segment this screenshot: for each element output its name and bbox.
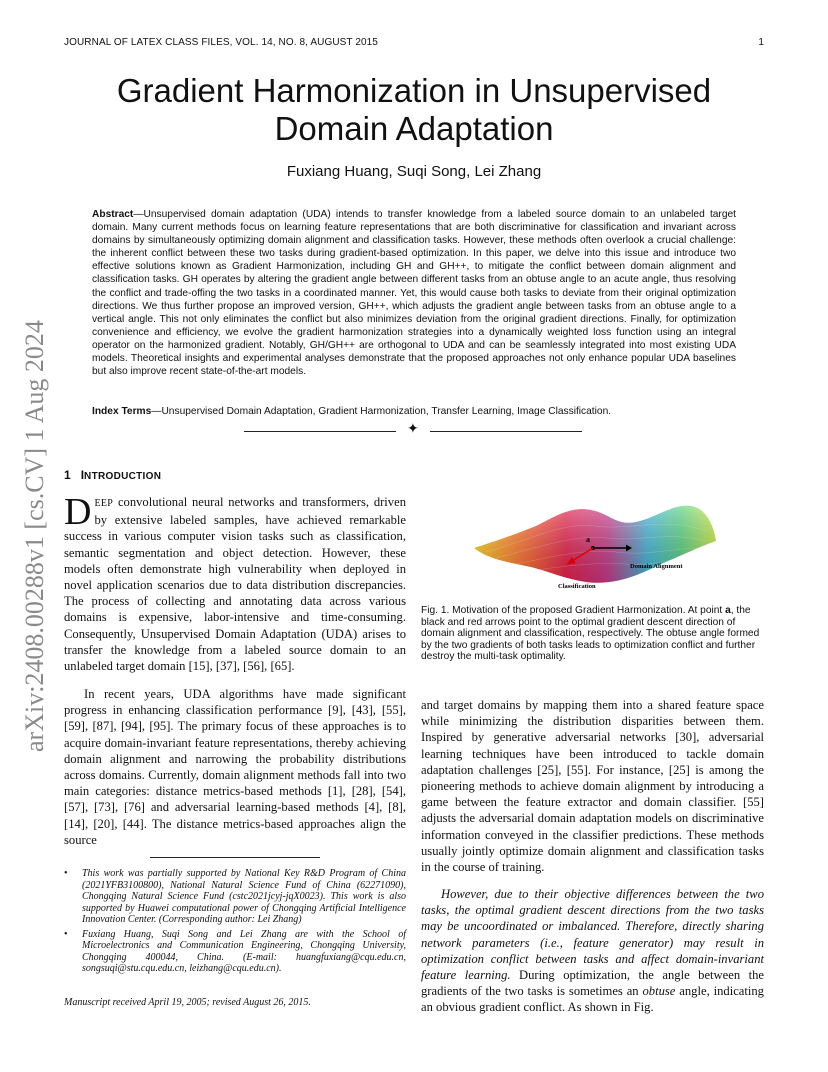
index-terms-text: —Unsupervised Domain Adaptation, Gradient Harmonization, Transfer Learning, Image Classification. bbox=[151, 406, 612, 417]
section-separator bbox=[244, 422, 584, 439]
index-terms bbox=[92, 405, 736, 418]
intro-paragraph-1 bbox=[64, 491, 406, 674]
manuscript-note: Manuscript received April 19, 2005; revised August 26, 2015. bbox=[64, 997, 311, 1008]
italic-statement: However, due to their objective differences between the two tasks, the optimal gradient descent directions from the two tasks may be uncoordinated or imbalanced. Therefore, directly sharing network parameters (i.e., feature generator) may result in optimization conflict between tasks and affect domain-invariant feature learning. bbox=[421, 887, 764, 983]
footnote-text: Fuxiang Huang, Suqi Song and Lei Zhang are with the School of Microelectronics and Communication Engineering, Chongqing University, Chongqing 400044, China. (E-mail: huangfuxiang@cqu.edu.cn, songsuqi@stu.cqu.edu.cn, leizhang@cqu.edu.cn). bbox=[82, 928, 406, 974]
intro-paragraph-2 bbox=[64, 686, 406, 848]
journal-name: JOURNAL OF LATEX CLASS FILES, VOL. 14, NO. 8, AUGUST 2015 bbox=[64, 37, 378, 48]
caption-prefix: Fig. 1. Motivation of the proposed Gradient Harmonization. At point bbox=[421, 605, 726, 616]
emphasis-word: obtuse bbox=[642, 984, 676, 999]
figure-caption bbox=[421, 605, 764, 663]
loss-surface-plot bbox=[466, 486, 722, 594]
paragraph-text: and target domains by mapping them into a shared feature space while minimizing the distribution disparities between them. Inspired by generative adversarial networks [30], adversarial learning techniques have been introduced to tackle domain adaptation challenges [25], [55]. For instance, [25] is among the pioneering methods to achieve domain alignment by introducing a game between the feature extractor and domain classifier. [55] adjusts the adversarial domain adaptation models on discriminative information conveyed in the classifier predictions. These methods usually jointly optimize domain alignment and classification tasks in the course of training. bbox=[421, 698, 764, 875]
domain-alignment-label: Domain Alignment bbox=[630, 563, 683, 570]
index-terms-label: Index Terms bbox=[92, 406, 152, 417]
point-a-label: a bbox=[586, 535, 590, 544]
paragraph-text-end: angle, indicating an obvious gradient conflict. As shown in Fig. bbox=[421, 984, 764, 1015]
footnotes bbox=[64, 868, 406, 978]
abstract-label: Abstract bbox=[92, 209, 134, 220]
paragraph-text: In recent years, UDA algorithms have made significant progress in enhancing classification performance [9], [43], [55], [59], [87], [94], [95]. The primary focus of these approaches is to acquire domain-invariant feature representations, thereby achieving domain alignment and narrowing the probability distributions across domains. Currently, domain alignment methods fall into two main categories: distance metrics-based methods [1], [28], [54], [57], [73], [76] and adversarial learning-based methods [4], [8], [14], [20], [44]. The distance metrics-based approaches align the source bbox=[64, 687, 406, 847]
section-title-initial: I bbox=[80, 468, 85, 482]
right-paragraph-1 bbox=[421, 697, 764, 875]
section-number: 1 bbox=[64, 468, 71, 482]
separator-diamond-icon: ✦ bbox=[407, 422, 419, 437]
classification-label: Classification bbox=[558, 583, 596, 590]
caption-text: , the black and red arrows point to the optimal gradient descent direction of domain alignment and classification, respectively. The obtuse angle formed by the two gradients of both tasks leads to optimization conflict and further destroy the multi-task optimality. bbox=[421, 605, 760, 663]
drop-cap: D bbox=[64, 491, 92, 533]
footnote-funding bbox=[64, 868, 406, 926]
footnote-affiliation bbox=[64, 929, 406, 975]
section-heading bbox=[64, 468, 404, 482]
right-paragraph-2 bbox=[421, 886, 764, 1016]
page-number: 1 bbox=[758, 37, 764, 48]
bullet-icon: • bbox=[64, 868, 68, 879]
caption-point-ref: a bbox=[725, 605, 731, 616]
lead-word: EEP bbox=[94, 498, 114, 509]
abstract bbox=[92, 208, 736, 378]
running-header bbox=[64, 37, 764, 48]
bullet-icon: • bbox=[64, 928, 68, 940]
paragraph-text: During optimization, the angle between the gradients of the two tasks is sometimes an bbox=[421, 968, 764, 999]
figure-1 bbox=[466, 486, 722, 594]
abstract-text: —Unsupervised domain adaptation (UDA) intends to transfer knowledge from a labeled source domain to an unlabeled target domain. Many current methods focus on learning feature representations that are both discriminative for classification and invariant across domains by simultaneously optimizing domain alignment and classification tasks. However, these methods often overlook a crucial challenge: the inherent conflict between these two tasks during gradient-based optimization. In this paper, we delve into this issue and introduce two effective solutions known as Gradient Harmonization, including GH and GH++, to mitigate the conflict between domain alignment and classification tasks. GH operates by altering the gradient angle between different tasks from an obtuse angle to an acute angle, thus resolving the conflict and trade-offing the two tasks in a coordinated manner. Yet, this would cause both tasks to deviate from their original optimization directions. We thus further propose an improved version, GH++, which adjusts the gradient angle between tasks from an obtuse angle to a vertical angle. This not only eliminates the conflict but also minimizes deviation from the original gradient directions. Finally, for optimization convenience and efficiency, we evolve the gradient harmonization strategies into a dynamically weighted loss function using an integral operator on the harmonized gradient. Notably, GH/GH++ are orthogonal to UDA and can be seamlessly integrated into most existing UDA models. Theoretical insights and experimental analyses demonstrate that the proposed approaches not only enhance popular UDA baselines but also improve recent state-of-the-art models. bbox=[92, 209, 736, 378]
separator-line-right bbox=[430, 431, 582, 432]
paper-title: Gradient Harmonization in Unsupervised Domain Adaptation bbox=[116, 72, 712, 147]
paragraph-text: convolutional neural networks and transformers, driven by extensive labeled samples, have achieved remarkable success in various computer vision tasks such as classification, semantic segmentation and object detection. However, these models often demonstrate high vulnerability when deployed in novel application scenarios due to data distribution discrepancies. The process of collecting and annotating data across various domains is expensive, labor-intensive and time-consuming. Consequently, Unsupervised Domain Adaptation (UDA) arises to transfer the knowledge from a labeled source domain to an unlabeled target domain [15], [37], [56], [65]. bbox=[64, 495, 406, 674]
footnote-rule bbox=[150, 857, 320, 858]
footnote-text: This work was partially supported by National Key R&D Program of China (2021YFB3100800), National Natural Science Fund of China (62271090), Chongqing Natural Science Fund (cstc2021jcyj-jqX0023). This work is also supported by Huawei computational power of Chongqing Artificial Intelligence Innovation Center. (Corresponding author: Lei Zhang) bbox=[82, 868, 406, 925]
separator-line-left bbox=[244, 431, 396, 432]
section-title-rest: NTRODUCTION bbox=[84, 471, 162, 482]
arxiv-stamp: arXiv:2408.00288v1 [cs.CV] 1 Aug 2024 bbox=[20, 320, 49, 752]
author-list: Fuxiang Huang, Suqi Song, Lei Zhang bbox=[286, 163, 542, 180]
